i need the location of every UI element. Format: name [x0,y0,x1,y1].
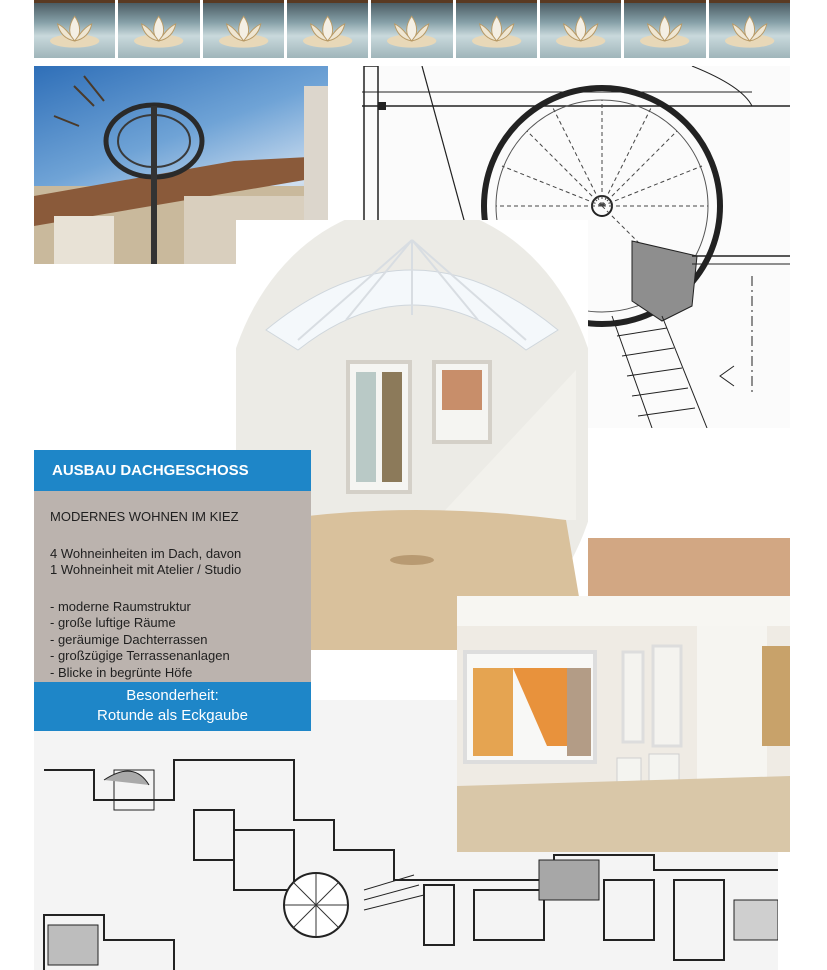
frieze-tile [456,0,537,58]
frieze-tile [371,0,452,58]
frieze-tile [540,0,621,58]
frieze-tile [203,0,284,58]
special-value: Rotunde als Eckgaube [97,707,248,724]
units-info [50,546,295,579]
accent-block [588,538,790,596]
units-line: 4 Wohneinheiten im Dach, davon [50,545,242,561]
panel-heading: AUSBAU DACHGESCHOSS [34,450,311,491]
feature-item: - geräumige Dachterrassen [50,631,208,647]
lotus-icon [540,3,621,58]
lotus-icon [118,3,199,58]
feature-list [50,599,295,682]
lotus-icon [624,3,705,58]
special-label: Besonderheit: [126,687,219,704]
units-line: 1 Wohneinheit mit Atelier / Studio [50,562,242,577]
lotus-icon [371,3,452,58]
lotus-icon [709,3,790,58]
lotus-icon [456,3,537,58]
special-feature-box [34,682,311,731]
living-room-photo [457,596,790,852]
frieze-tile [287,0,368,58]
panel-body [34,491,311,682]
feature-item: - große luftige Räume [50,615,176,630]
frieze-tile [624,0,705,58]
lotus-icon [203,3,284,58]
feature-item: - moderne Raumstruktur [50,598,191,614]
panel-subheading: MODERNES WOHNEN IM KIEZ [50,509,239,524]
info-panel [34,450,311,731]
lotus-frieze [34,0,790,58]
frieze-tile [118,0,199,58]
frieze-tile [34,0,115,58]
feature-item: - großzügige Terrassenanlagen [50,648,230,663]
lotus-icon [287,3,368,58]
frieze-tile [709,0,790,58]
feature-item: - Blicke in begrünte Höfe [50,664,193,680]
lotus-icon [34,3,115,58]
